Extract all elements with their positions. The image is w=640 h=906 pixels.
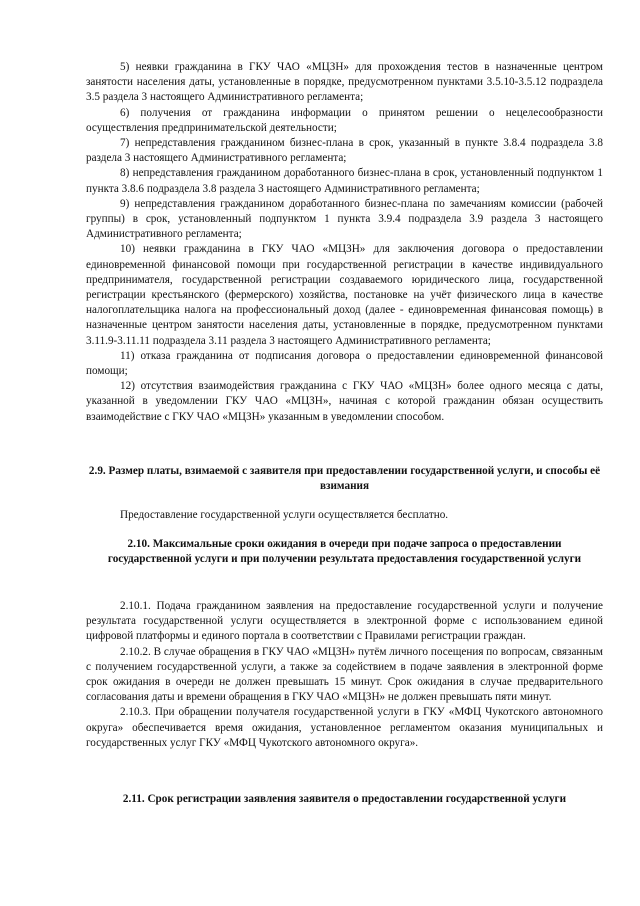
- paragraph: 2.10.2. В случае обращения в ГКУ ЧАО «МЦЗН» путём личного посещения по вопросам, связанным с получением государственной услуги, а также за содействием в подаче заявления в электронной форме срок ожидания в очереди не должен превышать 15 минут. Срок ожидания в случае предварительного согласования даты и времени обращения в ГКУ ЧАО «МЦЗН» не должен превышать пяти минут.: [86, 645, 603, 704]
- list-item: 8) непредставления гражданином доработанного бизнес-плана в срок, установленный подпунктом 1 пункта 3.8.6 подраздела 3.8 раздела 3 настоящего Административного регламента;: [86, 167, 603, 195]
- list-item: 11) отказа гражданина от подписания договора о предоставлении единовременной финансовой помощи;: [86, 349, 603, 378]
- section-body-2-9: [86, 508, 603, 523]
- section-heading-2-11: [86, 792, 603, 807]
- paragraph: 2.10.3. При обращении получателя государственной услуги в ГКУ «МФЦ Чукотского автономного округа» обеспечивается время ожидания, установленное регламентом оказания муниципальных и государственных услуг ГКУ «МФЦ Чукотского автономного округа».: [86, 706, 603, 749]
- list-item: 7) непредставления гражданином бизнес-плана в срок, указанный в пункте 3.8.4 подраздела 3.8 раздела 3 настоящего Административного регламента;: [86, 137, 603, 165]
- paragraph: Предоставление государственной услуги осуществляется бесплатно.: [120, 509, 449, 521]
- section-heading-2-10: [86, 537, 603, 568]
- paragraph: 2.10.1. Подача гражданином заявления на предоставление государственной услуги и получение результата государственной услуги осуществляется в электронной форме с использованием единой цифровой платформы и единого портала в соответствии с Правилами регистрации граждан.: [86, 600, 603, 643]
- list-block: [86, 60, 603, 425]
- heading-text: 2.11. Срок регистрации заявления заявителя о предоставлении государственной услуги: [122, 793, 567, 805]
- heading-text: 2.10. Максимальные сроки ожидания в очереди при подаче запроса о предоставлении государственной услуги и при получении результата предоставления государственной услуги: [107, 538, 582, 566]
- list-item: 9) непредставления гражданином доработанного бизнес-плана по замечаниям комиссии (рабочей группы) в срок, установленный подпунктом 1 пункта 3.9.4 подраздела 3.9 раздела 3 настоящего Административного регламента;: [86, 197, 603, 241]
- list-item: 10) неявки гражданина в ГКУ ЧАО «МЦЗН» для заключения договора о предоставлении единовременной финансовой помощи при государственной регистрации в качестве индивидуального предпринимателя, государственной регистрации создаваемого юридического лица, государственной регистрации крестьянского (фермерского) хозяйства, постановке на учёт физического лица в качестве налогоплательщика налога на профессиональный доход (далее - единовременная финансовая помощь) в назначенные центром занятости населения даты, установленные в порядке, предусмотренном пунктами 3.11.9-3.11.11 подраздела 3.11 раздела 3 настоящего Административного регламента;: [86, 243, 603, 347]
- list-item: 12) отсутствия взаимодействия гражданина с ГКУ ЧАО «МЦЗН» более одного месяца с даты, указанной в уведомлении ГКУ ЧАО «МЦЗН», начиная с которой гражданин обязан осуществить взаимодействие с ГКУ ЧАО «МЦЗН» указанным в уведомлении способом.: [86, 380, 603, 423]
- list-item: 5) неявки гражданина в ГКУ ЧАО «МЦЗН» для прохождения тестов в назначенные центром занятости населения даты, установленные в порядке, предусмотренном пунктами 3.5.10-3.5.12 подраздела 3.5 раздела 3 настоящего Административного регламента;: [86, 61, 603, 104]
- section-heading-2-9: [86, 464, 603, 495]
- list-item: 6) получения от гражданина информации о принятом решении о нецелесообразности осуществления предпринимательской деятельности;: [86, 106, 603, 134]
- heading-text: 2.9. Размер платы, взимаемой с заявителя при предоставлении государственной услуги, и способы её взимания: [88, 465, 601, 493]
- section-body-2-10: [86, 599, 603, 751]
